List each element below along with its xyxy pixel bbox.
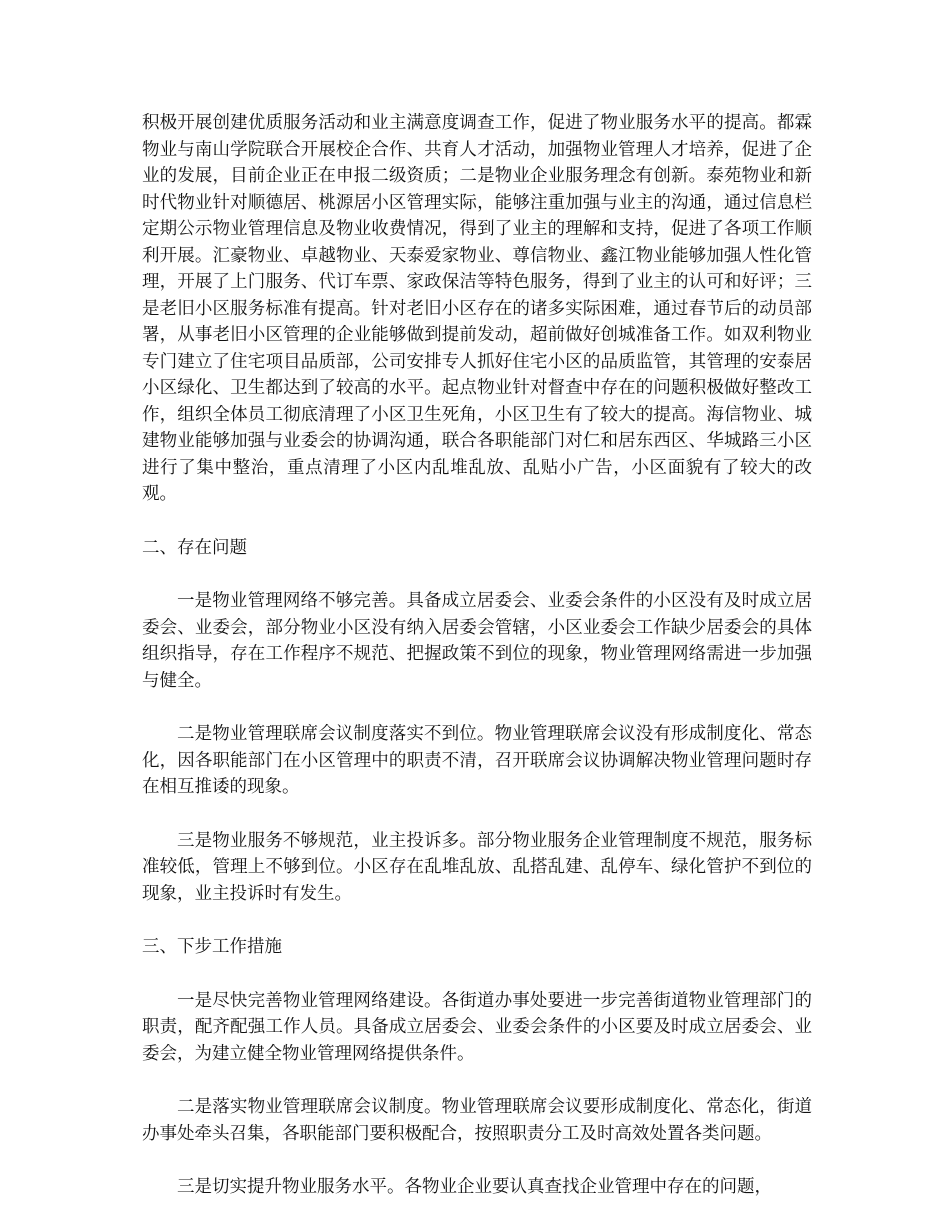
section-heading-next-steps: 三、下步工作措施 [142,937,282,957]
section-heading-existing-problems: 二、存在问题 [142,537,247,558]
paragraph-measure-network: 一是尽快完善物业管理网络建设。各街道办事处要进一步完善街道物业管理部门的职责，配齐配强工作人员。具备成立居委会、业委会条件的小区要及时成立居委会、业委会，为建立健全物业管理网络提供条件。 [142,990,812,1064]
paragraph-measure-service-level: 三是切实提升物业服务水平。各物业企业要认真查找企业管理中存在的问题， [177,1177,772,1197]
paragraph-measure-joint-meeting: 二是落实物业管理联席会议制度。物业管理联席会议要形成制度化、常态化，街道办事处牵头召集，各职能部门要积极配合，按照职责分工及时高效处置各类问题。 [142,1097,812,1144]
paragraph-problem-service: 三是物业服务不够规范，业主投诉多。部分物业服务企业管理制度不规范，服务标准较低，管理上不够到位。小区存在乱堆乱放、乱搭乱建、乱停车、绿化管护不到位的现象，业主投诉时有发生。 [142,830,812,904]
paragraph-problem-network: 一是物业管理网络不够完善。具备成立居委会、业委会条件的小区没有及时成立居委会、业委会，部分物业小区没有纳入居委会管辖，小区业委会工作缺少居委会的具体组织指导，存在工作程序不规范、把握政策不到位的现象，物业管理网络需进一步加强与健全。 [142,591,812,691]
document-page [142,110,812,1228]
paragraph-problem-joint-meeting: 二是物业管理联席会议制度落实不到位。物业管理联席会议没有形成制度化、常态化，因各职能部门在小区管理中的职责不清，召开联席会议协调解决物业管理问题时存在相互推诿的现象。 [142,724,812,797]
paragraph-service-achievements: 积极开展创建优质服务活动和业主满意度调查工作，促进了物业服务水平的提高。都霖物业与南山学院联合开展校企合作、共育人才活动，加强物业管理人才培养，促进了企业的发展，目前企业正在申报二级资质；二是物业企业服务理念有创新。泰苑物业和新时代物业针对顺德居、桃源居小区管理实际，能够注重加强与业主的沟通，通过信息栏定期公示物业管理信息及物业收费情况，得到了业主的理解和支持，促进了各项工作顺利开展。汇豪物业、卓越物业、天泰爱家物业、尊信物业、鑫江物业能够加强人性化管理，开展了上门服务、代订车票、家政保洁等特色服务，得到了业主的认可和好评；三是老旧小区服务标准有提高。针对老旧小区存在的诸多实际困难，通过春节后的动员部署，从事老旧小区管理的企业能够做到提前发动，超前做好创城准备工作。如双利物业专门建立了住宅项目品质部，公司安排专人抓好住宅小区的品质监管，其管理的安泰居小区绿化、卫生都达到了较高的水平。起点物业针对督查中存在的问题积极做好整改工作，组织全体员工彻底清理了小区卫生死角，小区卫生有了较大的提高。海信物业、城建物业能够加强与业委会的协调沟通，联合各职能部门对仁和居东西区、华城路三小区进行了集中整治，重点清理了小区内乱堆乱放、乱贴小广告，小区面貌有了较大的改观。 [142,113,812,504]
